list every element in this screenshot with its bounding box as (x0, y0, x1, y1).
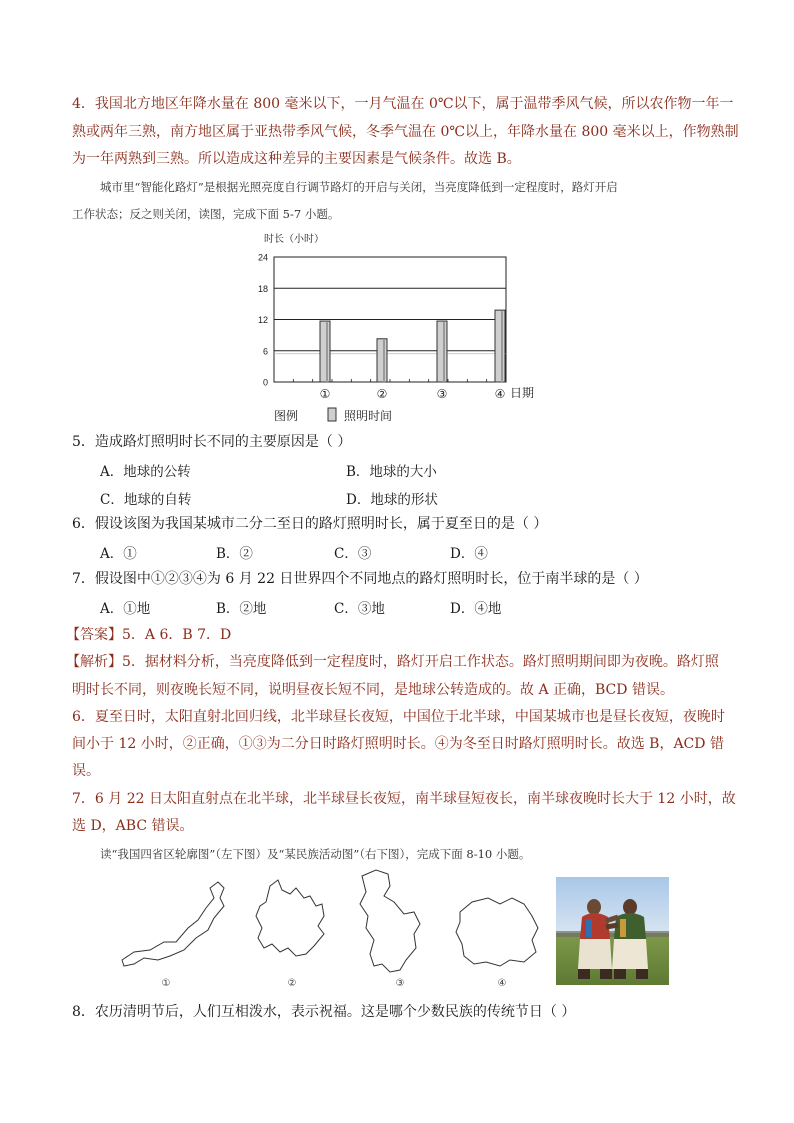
q4-line-2: 熟或两年三熟，南方地区属于亚热带季风气候，冬季气温在 0℃以上，年降水量在 800 毫米以上，作物熟制 (72, 124, 739, 140)
bar-1 (320, 321, 330, 382)
q6-option-b: B．② (216, 546, 253, 562)
map-labels (162, 978, 507, 989)
answer-tag: 【答案】 (66, 627, 122, 643)
q7-option-d: D．④地 (450, 601, 502, 617)
analysis-line-6: 7．6 月 22 日太阳直射点在北半球，北半球昼长夜短，南半球昼短夜长，南半球夜晚时长大于 12 小时，故 (72, 791, 736, 807)
q7-option-b: B．②地 (216, 601, 267, 617)
map-label-3: ③ (395, 978, 405, 989)
intro-5-7-line-2: 工作状态；反之则关闭，读图，完成下面 5-7 小题。 (72, 207, 340, 221)
q8-stem: 8．农历清明节后，人们互相泼水，表示祝福。这是哪个少数民族的传统节日（ ） (72, 1004, 576, 1020)
map-label-4: ④ (497, 978, 507, 989)
q5-option-a: A．地球的公转 (100, 464, 191, 480)
answer-line (66, 625, 722, 645)
x-ticks (320, 387, 506, 401)
analysis-line-3: 6．夏至日时，太阳直射北回归线，北半球昼长夜短，中国位于北半球，中国某城市也是昼长夜短，夜晚时 (72, 709, 725, 725)
ethnic-activity-photo (556, 877, 669, 985)
chart-bars (320, 310, 505, 382)
q5-option-c: C．地球的自转 (100, 492, 192, 508)
y-tick-label: 12 (257, 315, 268, 325)
bar-3 (437, 321, 447, 382)
analysis-line-4: 间小于 12 小时，②正确，①③为二分日时路灯照明时长。④为冬至日时路灯照明时长。故选 B，ACD 错 (72, 736, 724, 752)
y-axis-label: 时长（小时） (264, 234, 324, 245)
province-outline-1 (122, 882, 224, 966)
analysis-line-7: 选 D，ABC 错误。 (72, 818, 194, 834)
bar-2 (377, 339, 387, 382)
intro-8-10: 读“我国四省区轮廓图”（左下图）及“某民族活动图”（右下图），完成下面 8-10 小题。 (100, 847, 531, 861)
analysis-line-5: 误。 (72, 763, 100, 779)
province-outline-4 (456, 898, 538, 966)
q6-option-a: A．① (100, 546, 137, 562)
y-tick-label: 0 (262, 377, 268, 388)
analysis-tag: 【解析】 (66, 654, 122, 670)
q7-option-c: C．③地 (334, 601, 385, 617)
x-tick-label: ① (319, 387, 331, 401)
analysis-line-1 (66, 652, 722, 672)
y-tick-label: 18 (257, 283, 268, 294)
legend-title: 图例 (274, 409, 299, 423)
x-tick-label: ④ (494, 387, 506, 401)
q7-option-a: A．①地 (100, 601, 151, 617)
map-label-1: ① (161, 978, 171, 989)
intro-5-7-line-1: 城市里“智能化路灯”是根据光照亮度自行调节路灯的开启与关闭，当亮度降低到一定程度时，路灯开启 (100, 180, 618, 194)
legend-label: 照明时间 (344, 409, 393, 423)
analysis-text-1: 5．据材料分析，当亮度降低到一定程度时，路灯开启工作状态。路灯照明期间即为夜晚。路灯照 (122, 654, 719, 670)
q6-option-d: D．④ (450, 546, 488, 562)
q5-option-d: D．地球的形状 (346, 492, 438, 508)
lighting-duration-chart (256, 230, 556, 426)
analysis-line-2: 明时长不同，则夜晚长短不同，说明昼夜长短不同，是地球公转造成的。故 A 正确，BCD 错误。 (72, 682, 674, 698)
x-axis-label: 日期 (510, 386, 535, 400)
q5-option-b: B．地球的大小 (346, 464, 437, 480)
y-ticks (258, 253, 268, 388)
y-tick-label: 24 (257, 252, 268, 263)
chart-grid (274, 257, 506, 382)
province-outline-3 (360, 870, 420, 972)
answer-text: 5．A 6．B 7．D (122, 627, 232, 643)
province-outline-2 (256, 880, 324, 956)
legend-swatch (328, 408, 336, 421)
wrestling-photo-illustration (556, 877, 669, 985)
bar-4 (495, 310, 505, 382)
y-tick-label: 6 (262, 346, 268, 357)
x-tick-label: ③ (436, 387, 448, 401)
q7-stem: 7．假设图中①②③④为 6 月 22 日世界四个不同地点的路灯照明时长，位于南半球的是（ ） (72, 571, 648, 587)
q5-stem: 5．造成路灯照明时长不同的主要原因是（ ） (72, 434, 352, 450)
q6-option-c: C．③ (334, 546, 372, 562)
x-tick-label: ② (376, 387, 388, 401)
q4-line-3: 为一年两熟到三熟。所以造成这种差异的主要因素是气候条件。故选 B。 (72, 151, 521, 167)
q4-line-1: 4．我国北方地区年降水量在 800 毫米以下，一月气温在 0℃以下，属于温带季风气候，所以农作物一年一 (72, 96, 734, 112)
province-outline-maps (110, 868, 550, 992)
map-label-2: ② (287, 978, 297, 989)
q6-stem: 6．假设该图为我国某城市二分二至日的路灯照明时长，属于夏至日的是（ ） (72, 516, 548, 532)
